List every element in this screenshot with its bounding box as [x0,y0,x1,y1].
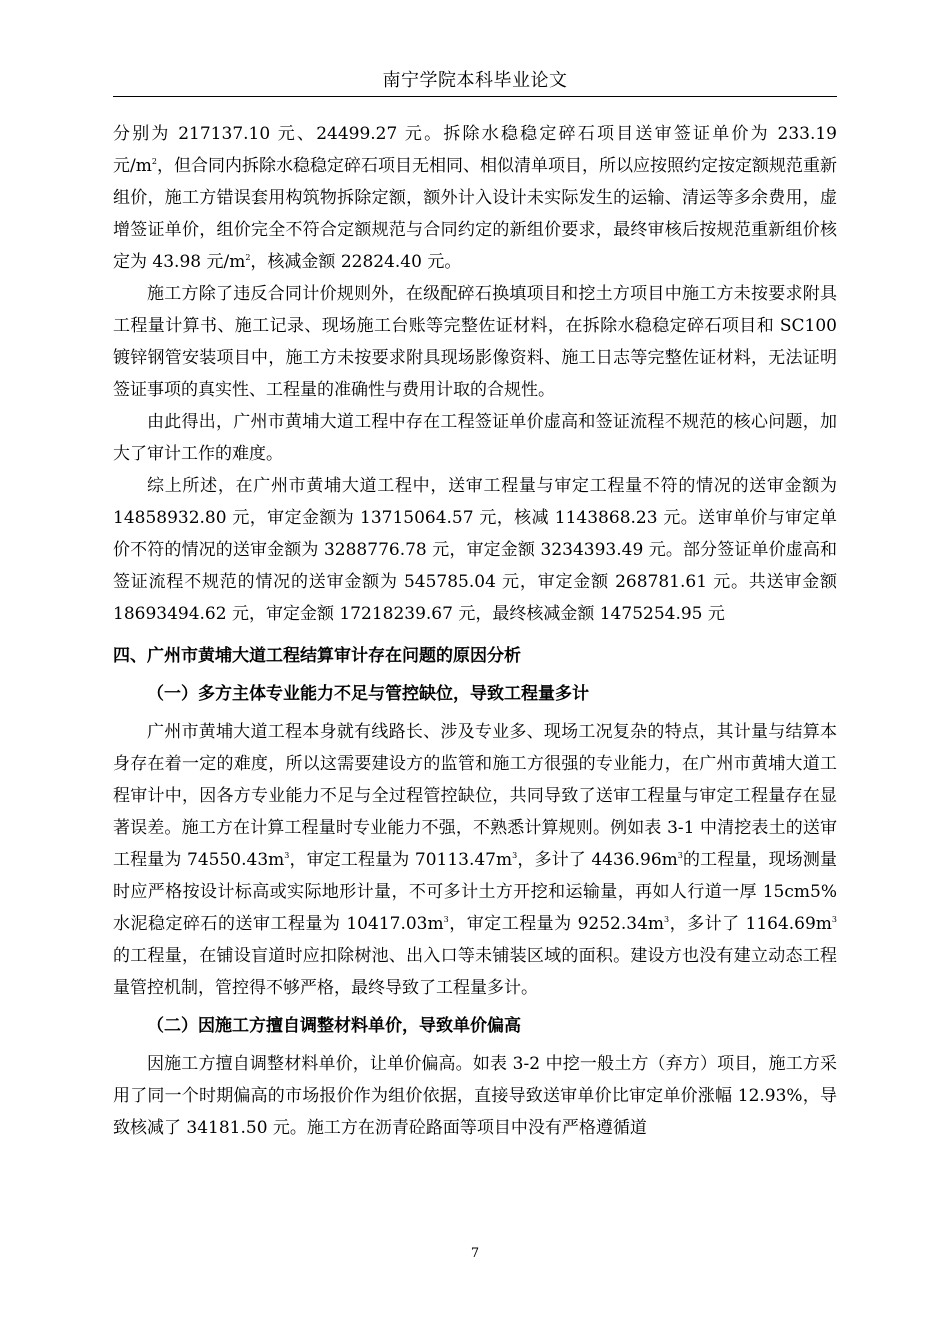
section-heading: 四、广州市黄埔大道工程结算审计存在问题的原因分析 [113,646,521,666]
subsection-heading: （一）多方主体专业能力不足与管控缺位，导致工程量多计 [147,684,589,704]
document-body [113,118,837,1144]
header-divider [113,96,837,97]
page-number: 7 [470,1246,480,1261]
paragraph: 施工方除了违反合同计价规则外，在级配碎石换填项目和挖土方项目中施工方未按要求附具工程量计算书、施工记录、现场施工台账等完整佐证材料，在拆除水稳稳定碎石项目和 SC100 镀锌钢管安装项目中，施工方未按要求附具现场影像资料、施工日志等完整佐证材料，无法证明签证事项的真实性、工程量的准确性与费用计取的合规性。 [113,284,837,400]
paragraph: 分别为 217137.10 元、24499.27 元。拆除水稳稳定碎石项目送审签证单价为 233.19 元$/m^2$，但合同内拆除水稳稳定碎石项目无相同、相似清单项目，所以应按照约定按定额规范重新组价，施工方错误套用构筑物拆除定额，额外计入设计未实际发生的运输、清运等多余费用，虚增签证单价，组价完全不符合定额规范与合同约定的新组价要求，最终审核后按规范重新组价核定为 43.98 元$/m^2$，核减金额 22824.40 元。 [113,124,837,272]
paragraph: 广州市黄埔大道工程本身就有线路长、涉及专业多、现场工况复杂的特点，其计量与结算本身存在着一定的难度，所以这需要建设方的监管和施工方很强的专业能力，在广州市黄埔大道工程审计中，因各方专业能力不足与全过程管控缺位，共同导致了送审工程量与审定工程量存在显著误差。施工方在计算工程量时专业能力不强，不熟悉计算规则。例如表 3-1 中清挖表土的送审工程量为 $74550.43m^3$，审定工程量为 $70113.47m^3$，多计了 $4436.96m^3$的工程量，现场测量时应严格按设计标高或实际地形计量，不可多计土方开挖和运输量，再如人行道一厚 15cm5%水泥稳定碎石的送审工程量为 $10417.03m^3$，审定工程量为 $9252.34m^3$，多计了 $1164.69m^3$的工程量，在铺设盲道时应扣除树池、出入口等未铺装区域的面积。建设方也没有建立动态工程量管控机制，管控得不够严格，最终导致了工程量多计。 [113,722,838,998]
paragraph: 综上所述，在广州市黄埔大道工程中，送审工程量与审定工程量不符的情况的送审金额为 14858932.80 元，审定金额为 13715064.57 元，核减 1143868.23 元。送审单价与审定单价不符的情况的送审金额为 3288776.78 元，审定金额 3234393.49 元。部分签证单价虚高和签证流程不规范的情况的送审金额为 545785.04 元，审定金额 268781.61 元。共送审金额 18693494.62 元，审定金额 17218239.67 元，最终核减金额 1475254.95 元 [113,476,837,624]
paragraph: 由此得出，广州市黄埔大道工程中存在工程签证单价虚高和签证流程不规范的核心问题，加大了审计工作的难度。 [113,412,837,464]
paragraph: 因施工方擅自调整材料单价，让单价偏高。如表 3-2 中挖一般土方（弃方）项目，施工方采用了同一个时期偏高的市场报价作为组价依据，直接导致送审单价比审定单价涨幅 12.93%，导致核减了 34181.50 元。施工方在沥青砼路面等项目中没有严格遵循道 [113,1054,837,1138]
subsection-heading: （二）因施工方擅自调整材料单价，导致单价偏高 [147,1016,521,1036]
running-header: 南宁学院本科毕业论文 [382,70,568,91]
